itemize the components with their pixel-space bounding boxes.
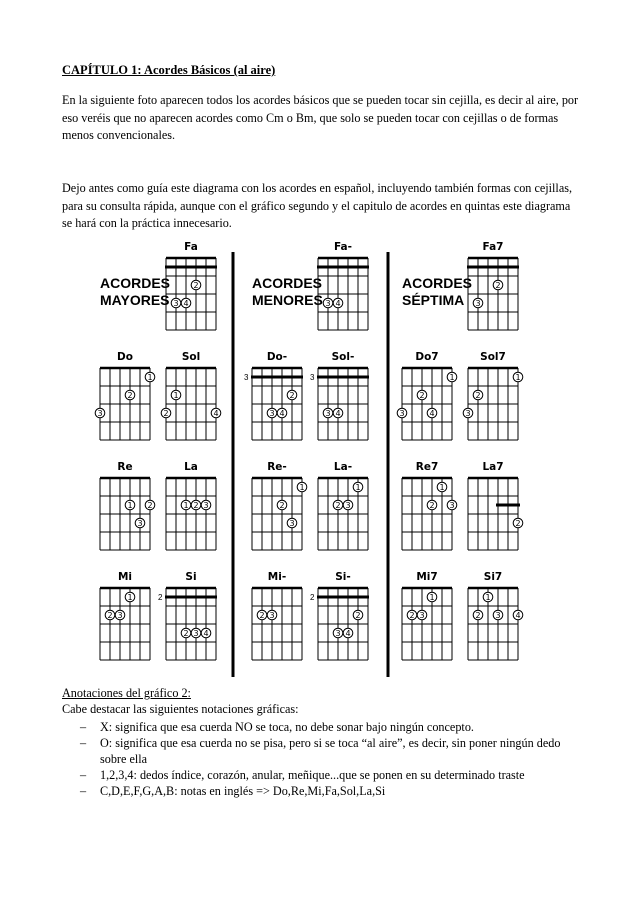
finger-number: 2 <box>289 391 295 400</box>
notes-intro: Cabe destacar las siguientes notaciones gráficas: <box>62 702 299 716</box>
chord-name: Sol <box>181 351 201 363</box>
group-label-line1: ACORDES <box>402 275 473 291</box>
note-text: X: significa que esa cuerda NO se toca, no debe sonar bajo ningún concepto. <box>100 720 474 734</box>
group-label-line1: ACORDES <box>100 275 171 291</box>
finger-number: 3 <box>475 299 481 308</box>
group-label-line2: MENORES <box>252 292 323 308</box>
intro-paragraph: En la siguiente foto aparecen todos los acordes básicos que se pueden tocar sin cejilla, es decir al aire, por eso veréis que no aparecen acordes como Cm o Bm, que solo se pueden tocar con cejillas o de formas menos convencionales. <box>62 93 579 142</box>
finger-number: 2 <box>419 391 425 400</box>
finger-number: 2 <box>107 611 113 620</box>
note-text: 1,2,3,4: dedos índice, corazón, anular, meñique...que se ponen en su determinado traste <box>100 768 525 782</box>
chord-name: Si- <box>335 571 351 583</box>
finger-number: 1 <box>183 501 189 510</box>
finger-number: 4 <box>183 299 189 308</box>
finger-number: 4 <box>335 409 341 418</box>
chord-name: Sol7 <box>480 351 506 363</box>
finger-number: 1 <box>449 373 455 382</box>
finger-number: 1 <box>429 593 435 602</box>
finger-number: 4 <box>335 299 341 308</box>
finger-number: 2 <box>475 391 481 400</box>
chord-name: La- <box>333 461 353 473</box>
finger-number: 1 <box>515 373 521 382</box>
finger-number: 3 <box>203 501 209 510</box>
chord-name: Sol- <box>331 351 355 363</box>
finger-number: 3 <box>325 299 331 308</box>
finger-number: 2 <box>163 409 169 418</box>
finger-number: 2 <box>193 281 199 290</box>
finger-number: 1 <box>127 593 133 602</box>
finger-number: 2 <box>409 611 415 620</box>
finger-number: 2 <box>335 501 341 510</box>
finger-number: 4 <box>279 409 285 418</box>
list-item: – C,D,E,F,G,A,B: notas en inglés => Do,Re,Mi,Fa,Sol,La,Si <box>80 784 386 798</box>
fret-number: 3 <box>310 373 315 382</box>
finger-number: 1 <box>127 501 133 510</box>
finger-number: 2 <box>279 501 285 510</box>
chord-name: Mi- <box>267 571 287 583</box>
chord-name: Do <box>117 351 133 363</box>
finger-number: 3 <box>449 501 455 510</box>
list-item: – O: significa que esa cuerda no se pisa, pero si se toca “al aire”, es decir, sin poner ningún dedo sobre ella <box>80 736 561 766</box>
finger-number: 2 <box>475 611 481 620</box>
finger-number: 2 <box>515 519 521 528</box>
chord-chart-figure <box>92 232 552 680</box>
finger-number: 3 <box>335 629 341 638</box>
finger-number: 1 <box>173 391 179 400</box>
chord-name: Si <box>185 571 197 583</box>
finger-number: 1 <box>485 593 491 602</box>
finger-number: 1 <box>355 483 361 492</box>
finger-number: 2 <box>193 501 199 510</box>
finger-number: 3 <box>345 501 351 510</box>
chord-name: Fa7 <box>482 241 504 253</box>
fret-number: 2 <box>310 593 315 602</box>
chord-name: Si7 <box>483 571 503 583</box>
chord-name: Re- <box>267 461 287 473</box>
finger-number: 2 <box>355 611 361 620</box>
finger-number: 3 <box>269 409 275 418</box>
finger-number: 3 <box>137 519 143 528</box>
fret-number: 2 <box>158 593 163 602</box>
notes-list <box>62 719 582 799</box>
finger-number: 2 <box>495 281 501 290</box>
chord-name: Fa <box>184 241 198 253</box>
finger-number: 3 <box>97 409 103 418</box>
group-label-line2: SÉPTIMA <box>402 292 465 308</box>
chord-name: Re7 <box>415 461 439 473</box>
note-text: O: significa que esa cuerda no se pisa, pero si se toca “al aire”, es decir, sin poner ningún dedo sobre ella <box>100 736 561 766</box>
finger-number: 4 <box>213 409 219 418</box>
guide-paragraph: Dejo antes como guía este diagrama con los acordes en español, incluyendo también formas con cejillas, para su consulta rápida, aunque con el gráfico segundo y el capitulo de acordes en quintas este diagrama se hará con la práctica innecesario. <box>62 181 573 230</box>
finger-number: 3 <box>193 629 199 638</box>
chord-name: La <box>184 461 198 473</box>
finger-number: 3 <box>117 611 123 620</box>
finger-number: 1 <box>439 483 445 492</box>
fret-number: 3 <box>244 373 249 382</box>
finger-number: 3 <box>269 611 275 620</box>
chord-name: Do- <box>266 351 288 363</box>
chord-name: Mi7 <box>416 571 438 583</box>
finger-number: 2 <box>183 629 189 638</box>
finger-number: 3 <box>465 409 471 418</box>
finger-number: 3 <box>325 409 331 418</box>
finger-number: 4 <box>429 409 435 418</box>
chord-name: Fa- <box>333 241 353 253</box>
finger-number: 2 <box>147 501 153 510</box>
chord-name: Mi <box>117 571 133 583</box>
list-item: – 1,2,3,4: dedos índice, corazón, anular, meñique...que se ponen en su determinado traste <box>80 768 525 782</box>
finger-number: 3 <box>495 611 501 620</box>
chord-name: Do7 <box>415 351 439 363</box>
chord-name: La7 <box>482 461 504 473</box>
group-label-line1: ACORDES <box>252 275 323 291</box>
note-text: C,D,E,F,G,A,B: notas en inglés => Do,Re,Mi,Fa,Sol,La,Si <box>100 784 386 798</box>
chord-chart <box>92 232 552 680</box>
list-item: – X: significa que esa cuerda NO se toca, no debe sonar bajo ningún concepto. <box>80 720 474 734</box>
finger-number: 3 <box>399 409 405 418</box>
chord-name: Re <box>117 461 133 473</box>
finger-number: 4 <box>515 611 521 620</box>
finger-number: 1 <box>147 373 153 382</box>
group-label-line2: MAYORES <box>100 292 170 308</box>
finger-number: 2 <box>429 501 435 510</box>
finger-number: 3 <box>289 519 295 528</box>
finger-number: 4 <box>203 629 209 638</box>
finger-number: 3 <box>419 611 425 620</box>
finger-number: 1 <box>299 483 305 492</box>
finger-number: 4 <box>345 629 351 638</box>
finger-number: 2 <box>259 611 265 620</box>
finger-number: 2 <box>127 391 133 400</box>
chapter-title: CAPÍTULO 1: Acordes Básicos (al aire) <box>62 63 276 77</box>
finger-number: 3 <box>173 299 179 308</box>
notes-heading: Anotaciones del gráfico 2: <box>62 686 191 700</box>
